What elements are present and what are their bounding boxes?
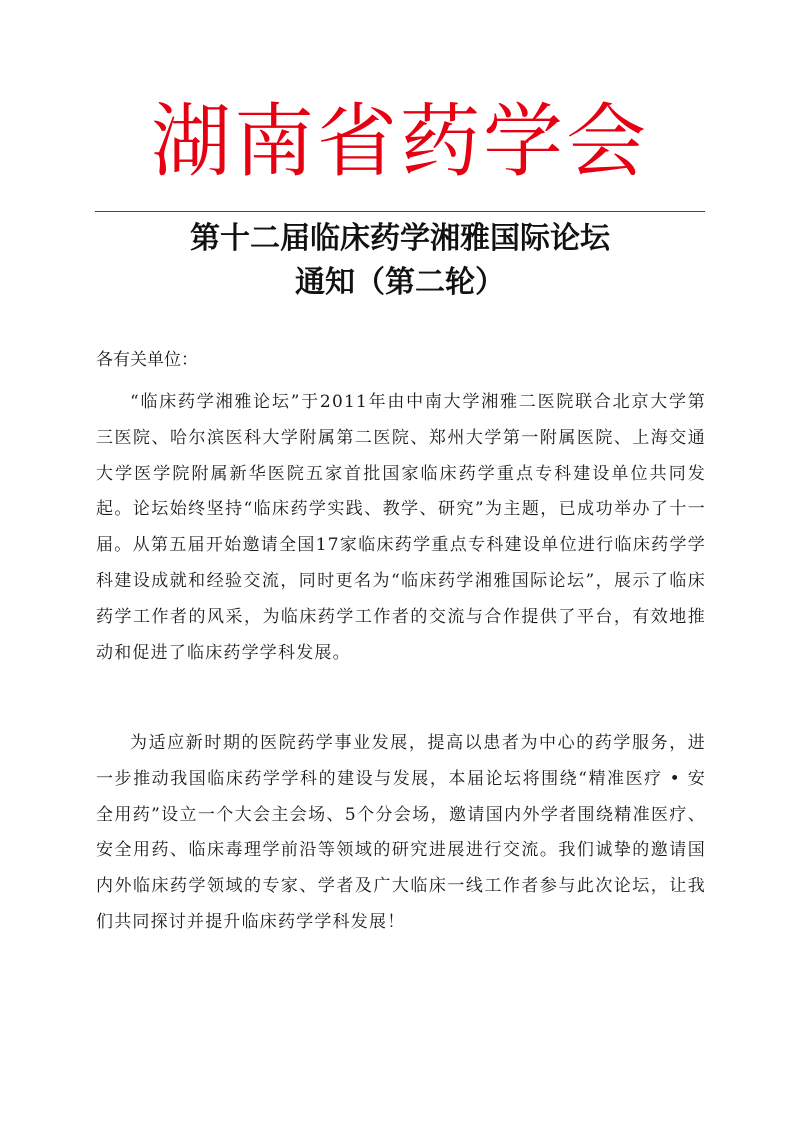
header-divider (95, 211, 705, 212)
salutation: 各有关单位： (96, 350, 198, 370)
organization-header: 湖南省药学会 (151, 95, 649, 188)
paragraph-forum-theme: 为适应新时期的医院药学事业发展，提高以患者为中心的药学服务，进一步推动我国临床药学学科的建设与发展，本届论坛将围绕“精准医疗 • 安全用药”设立一个大会主会场、5个分会场，邀请国内外学者围绕精准医疗、安全用药、临床毒理学前沿等领域的研究进展进行交流。我们诚挚的邀请国内外临床药学领域的专家、学者及广大临床一线工作者参与此次论坛，让我们共同探讨并提升临床药学学科发展！ (96, 733, 706, 932)
notice-title: 第十二届临床药学湘雅国际论坛 (190, 221, 610, 256)
notice-subtitle: 通知（第二轮） (295, 265, 505, 300)
paragraph-forum-history: “临床药学湘雅论坛”于2011年由中南大学湘雅二医院联合北京大学第三医院、哈尔滨医科大学附属第二医院、郑州大学第一附属医院、上海交通大学医学院附属新华医院五家首批国家临床药学重点专科建设单位共同发起。论坛始终坚持“临床药学实践、教学、研究”为主题，已成功举办了十一届。从第五届开始邀请全国17家临床药学重点专科建设单位进行临床药学学科建设成就和经验交流，同时更名为“临床药学湘雅国际论坛”，展示了临床药学工作者的风采，为临床药学工作者的交流与合作提供了平台，有效地推动和促进了临床药学学科发展。 (96, 392, 706, 663)
